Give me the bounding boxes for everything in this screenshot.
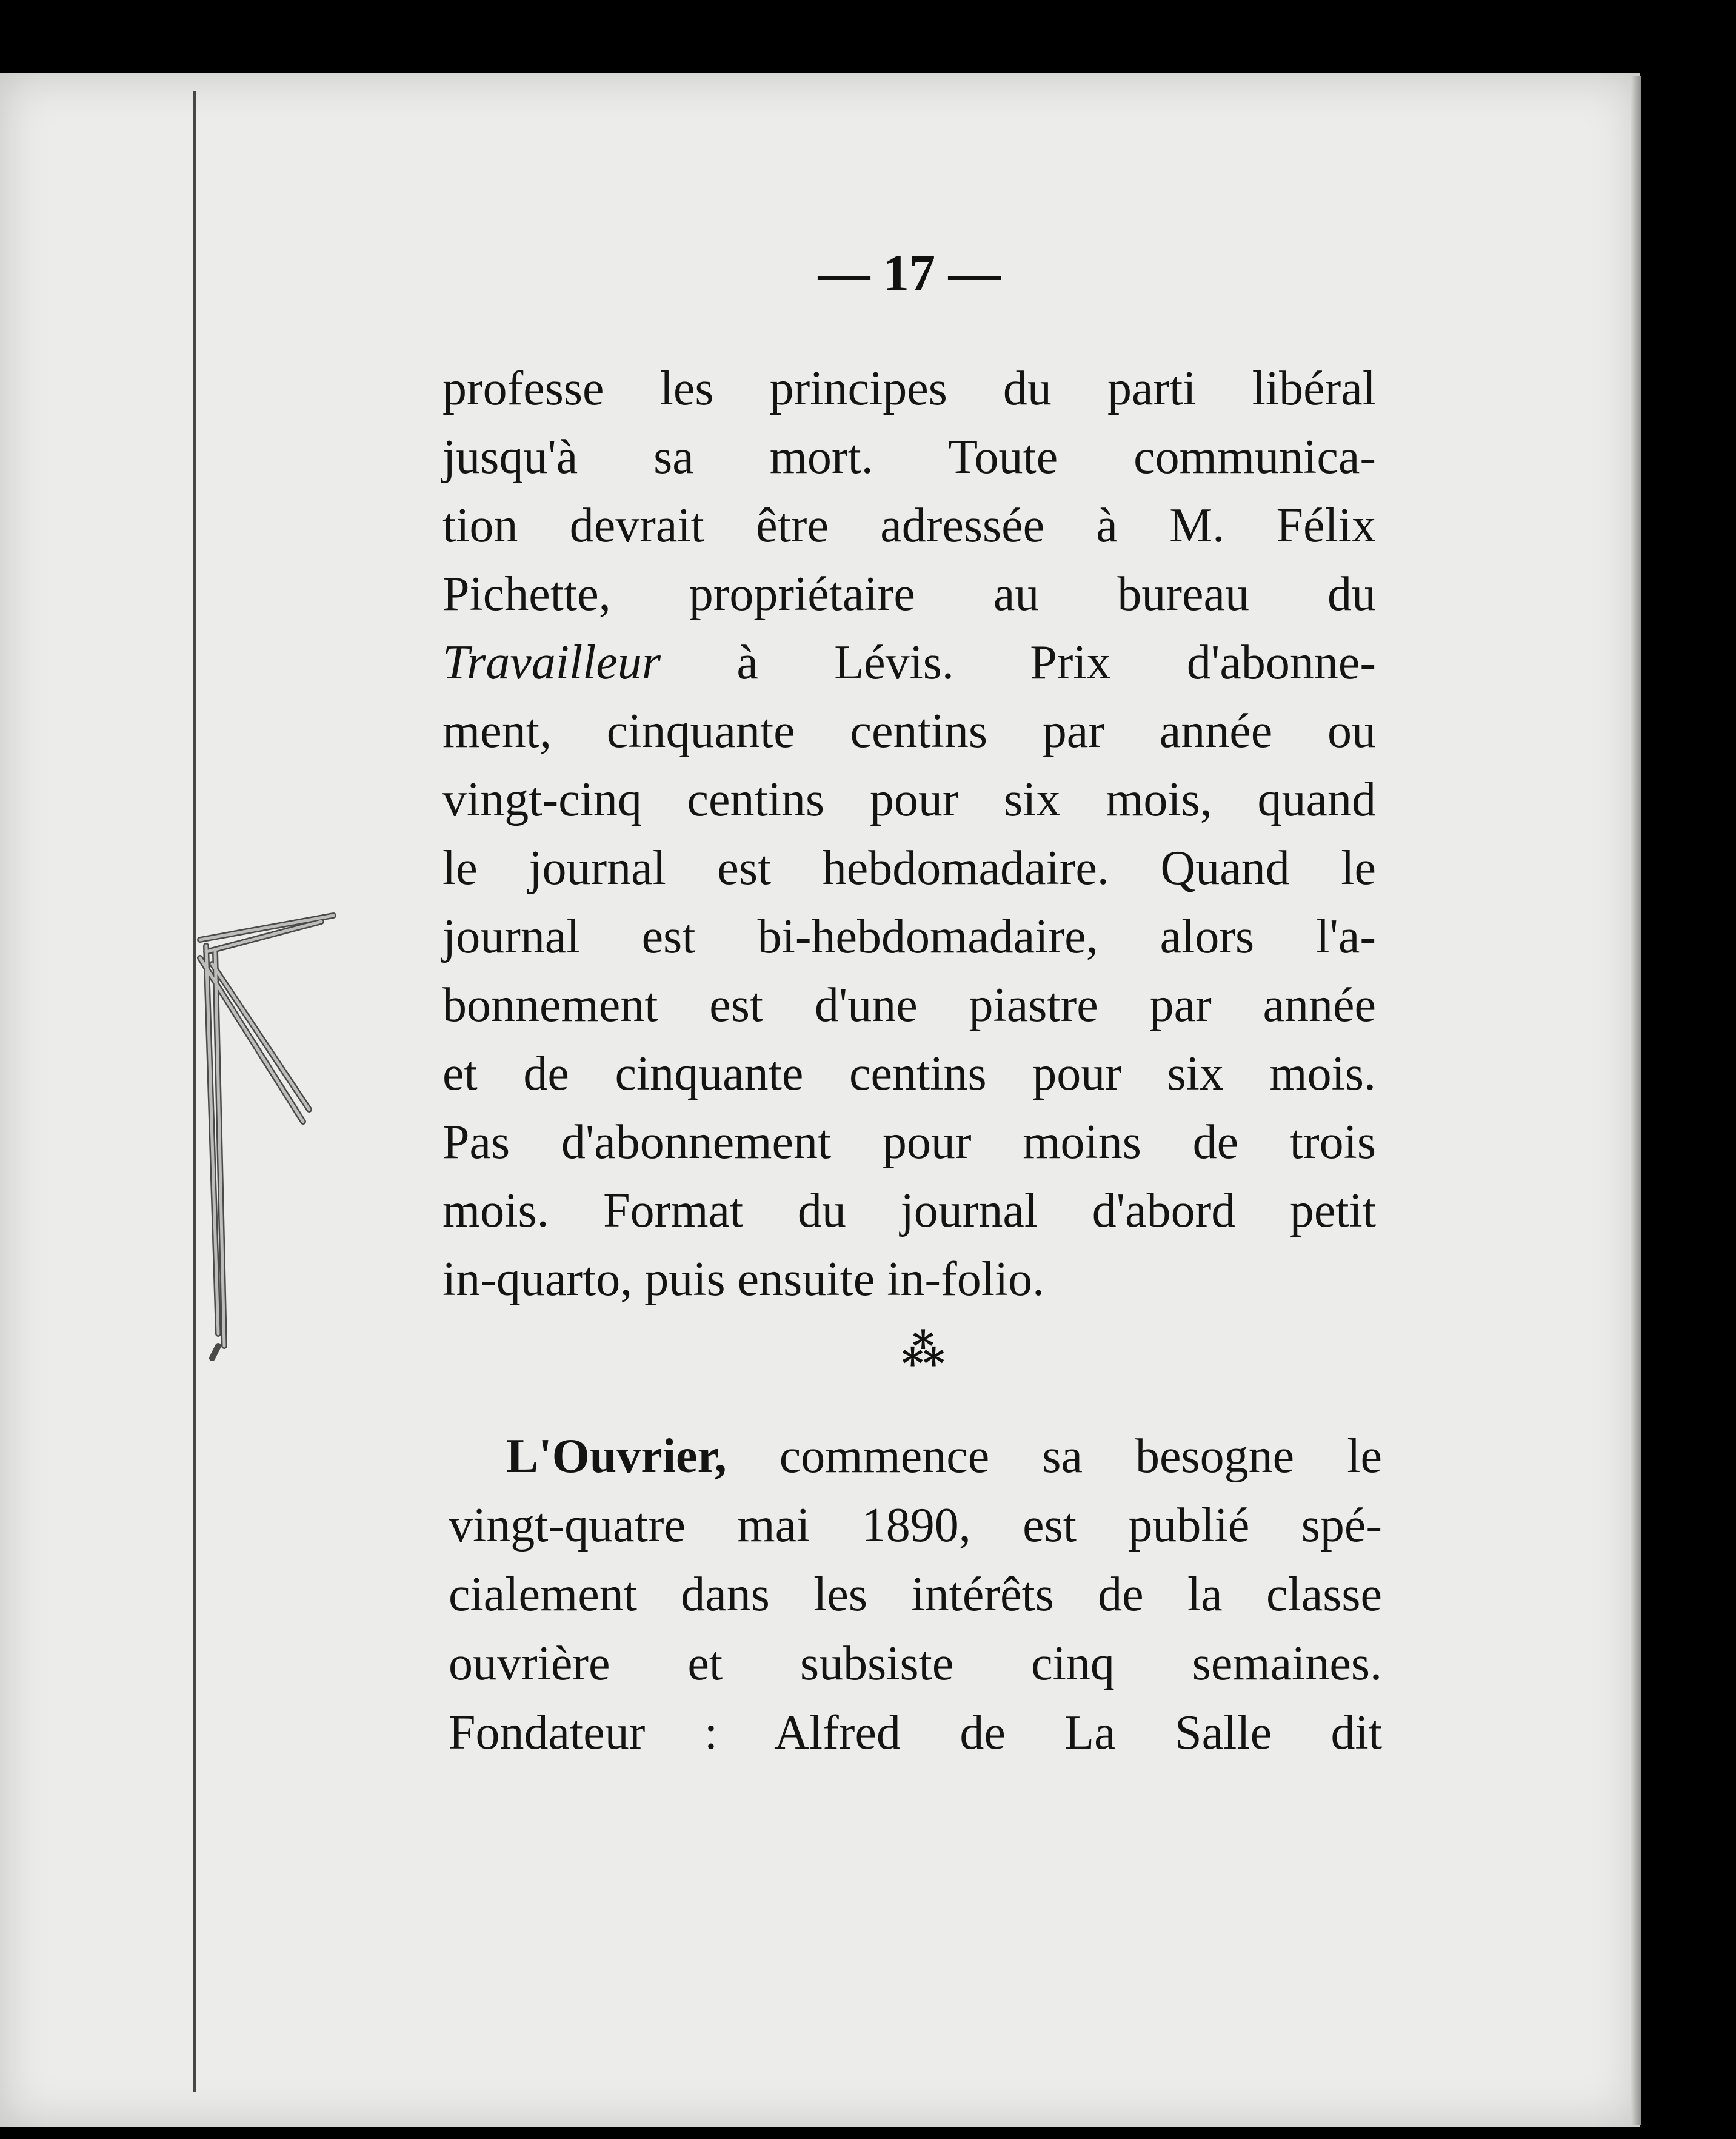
newspaper-title: L'Ouvrier, xyxy=(506,1430,727,1483)
text-line: in-quarto, puis ensuite in-folio. xyxy=(442,1253,1045,1306)
page-edge xyxy=(1631,76,1641,2125)
text-line: professe les principes du parti libéral xyxy=(442,362,1376,415)
text-line: ouvrière et subsiste cinq semaines. xyxy=(449,1637,1382,1690)
text-line xyxy=(442,629,1376,697)
text-line: Pichette, propriétaire au bureau du xyxy=(442,567,1376,621)
page-number: — 17 — xyxy=(818,244,1001,302)
text-line: mois. Format du journal d'abord petit xyxy=(442,1184,1376,1237)
binding-thread xyxy=(182,909,339,1370)
text-line: jusqu'à sa mort. Toute communica- xyxy=(442,430,1376,484)
text-segment: à Lévis. Prix d'abonne- xyxy=(661,636,1376,689)
text-line: et de cinquante centins pour six mois. xyxy=(442,1047,1376,1100)
text-line: vingt-quatre mai 1890, est publié spé- xyxy=(449,1499,1382,1552)
text-line: cialement dans les intérêts de la classe xyxy=(449,1568,1382,1621)
text-line xyxy=(449,1422,1382,1491)
text-line: journal est bi-hebdomadaire, alors l'a- xyxy=(442,910,1376,963)
asterism-divider: ⁂ xyxy=(901,1325,941,1375)
newspaper-title: Travailleur xyxy=(442,636,661,689)
text-line: bonnement est d'une piastre par année xyxy=(442,979,1376,1032)
text-line: vingt-cinq centins pour six mois, quand xyxy=(442,773,1376,826)
text-line: Fondateur : Alfred de La Salle dit xyxy=(449,1706,1382,1759)
text-line: ment, cinquante centins par année ou xyxy=(442,705,1376,758)
text-line: tion devrait être adressée à M. Félix xyxy=(442,499,1376,552)
paragraph-2 xyxy=(449,1422,1394,1767)
text-segment: commence sa besogne le xyxy=(726,1430,1382,1483)
text-line: le journal est hebdomadaire. Quand le xyxy=(442,842,1376,895)
paragraph-1 xyxy=(442,355,1388,1314)
text-line: Pas d'abonnement pour moins de trois xyxy=(442,1116,1376,1169)
